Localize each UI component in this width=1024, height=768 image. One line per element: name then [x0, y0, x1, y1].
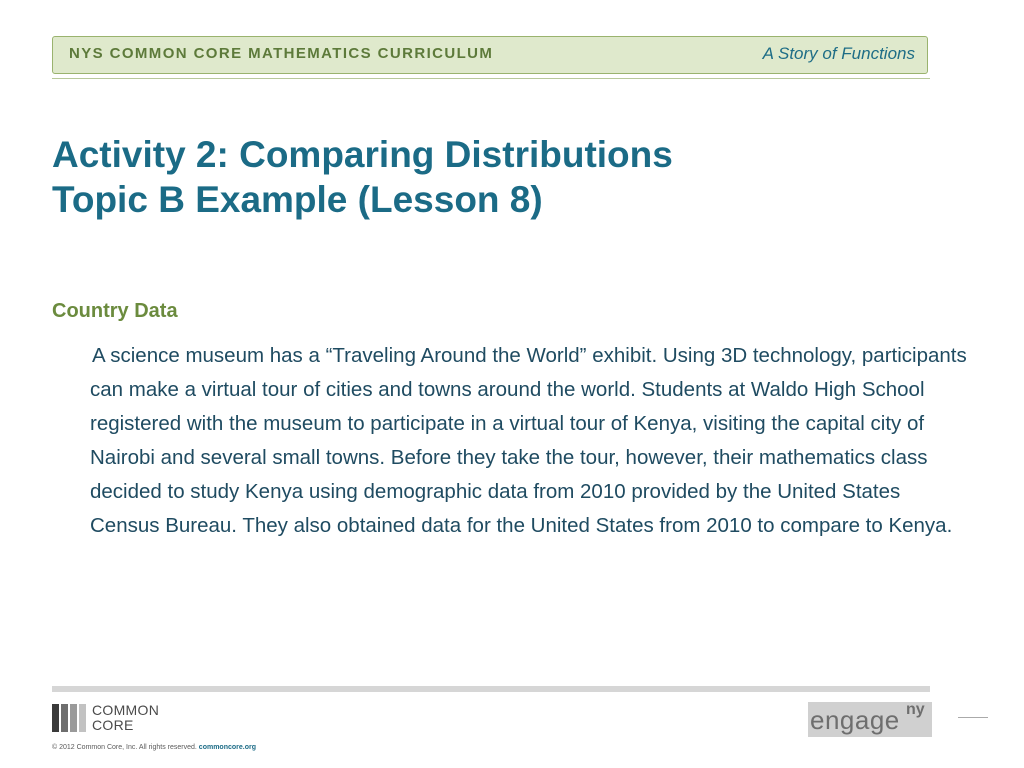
common-core-logo-text [92, 703, 159, 733]
logo-line-1: COMMON [92, 702, 160, 718]
section-body: A science museum has a “Traveling Around the World” exhibit. Using 3D technology, participants can make a virtual tour of cities and towns around the world. Students at Waldo High School registered with the museum to participate in a virtual tour of Kenya, visiting the capital city of Nairobi and several small towns. Before they take the tour, however, their mathematics class decided to study Kenya using demographic data from 2010 provided by the United States Census Bureau. They also obtained data for the United States from 2010 to compare to Kenya. [90, 344, 967, 537]
copyright-notice [52, 744, 256, 751]
page-title [52, 132, 673, 222]
story-title: A Story of Functions [762, 44, 915, 63]
common-core-logo-icon [52, 704, 86, 732]
header-divider [52, 78, 930, 79]
copyright-text: © 2012 Common Core, Inc. All rights reserved. [52, 744, 197, 751]
section-heading: Country Data [52, 300, 178, 322]
logo-line-2: CORE [92, 717, 134, 733]
engage-word: engage [810, 705, 900, 735]
title-line-1: Activity 2: Comparing Distributions [52, 134, 673, 175]
engageny-logo [808, 702, 932, 737]
title-line-2: Topic B Example (Lesson 8) [52, 179, 543, 220]
header-banner [52, 36, 928, 74]
commoncore-link[interactable]: commoncore.org [198, 744, 256, 751]
footer-accent-rule [958, 717, 988, 718]
engage-superscript: ny [906, 701, 925, 718]
footer-divider [52, 686, 930, 692]
curriculum-title: NYS COMMON CORE MATHEMATICS CURRICULUM [69, 45, 494, 62]
